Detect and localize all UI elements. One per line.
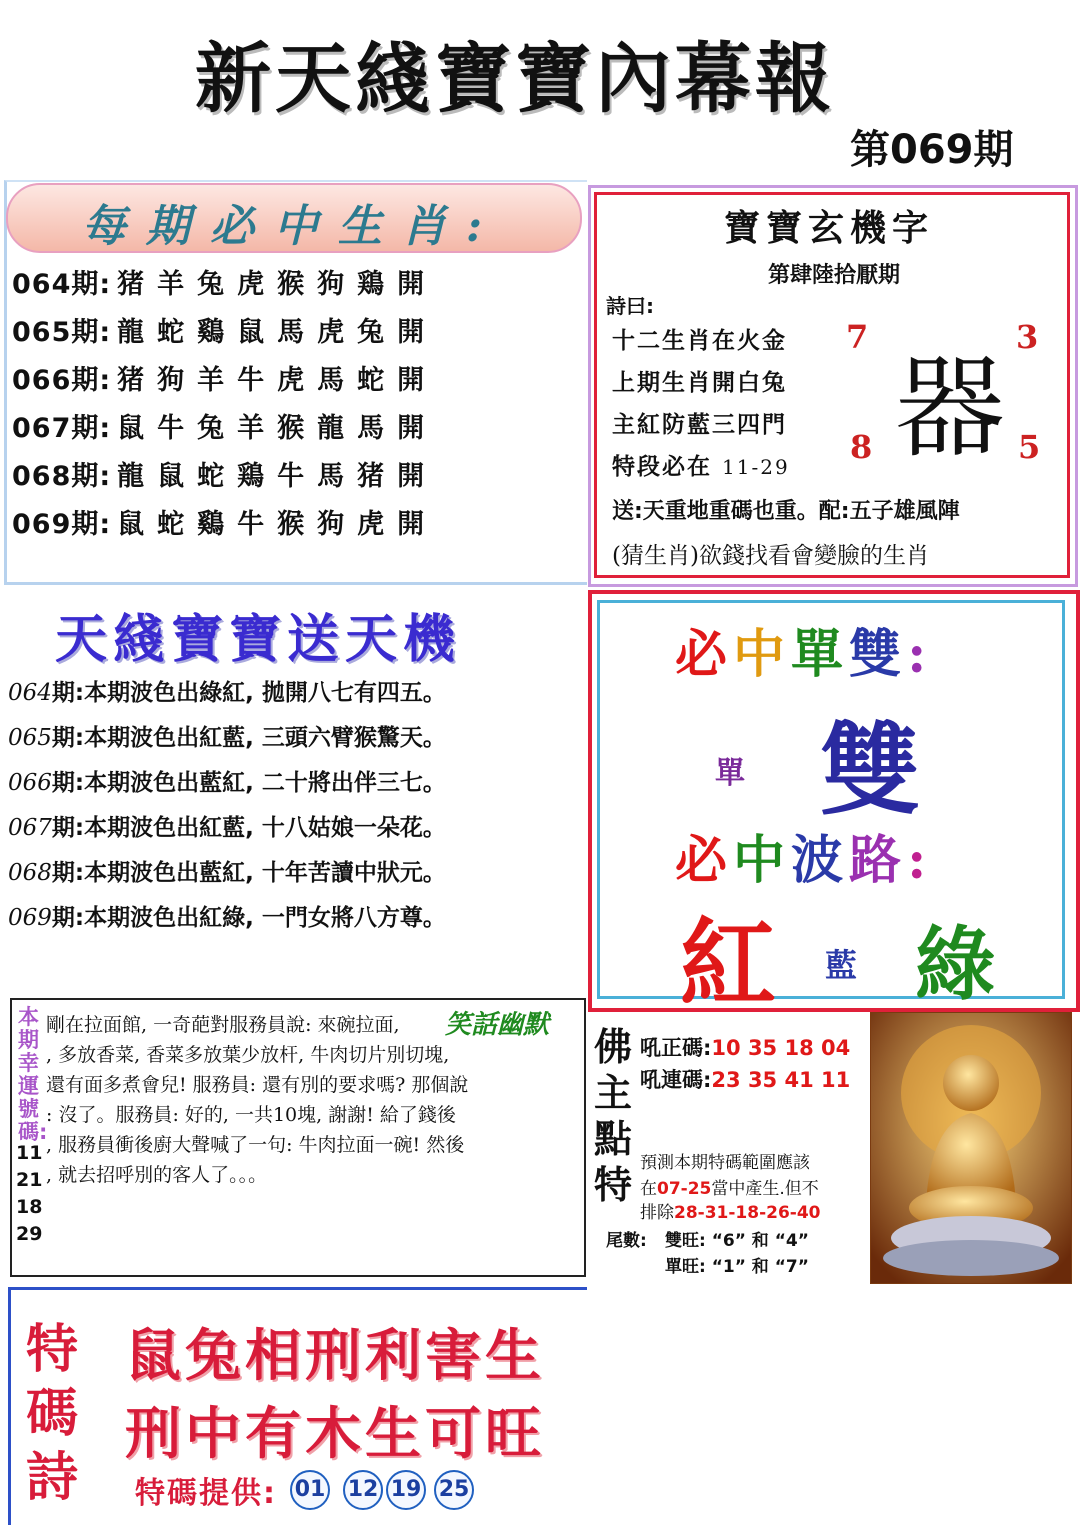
zodiac-animal: 狗 (157, 365, 186, 396)
joke-line: , 就去招呼別的客人了。。。 (46, 1164, 268, 1186)
main-code-line (640, 1032, 850, 1062)
tip-row (8, 719, 446, 752)
tip-period: 068 (8, 860, 52, 886)
zodiac-animal: 牛 (237, 365, 266, 396)
tip-text: 期:本期波色出綠紅, 拋開八七有四五。 (51, 680, 446, 706)
joke-tag: 笑話幽默 (445, 1010, 550, 1040)
buddha-title: 佛主點特 (594, 1024, 633, 1207)
lucky-numbers (16, 1140, 43, 1248)
lucky-number: 18 (16, 1196, 43, 1218)
issue-number: 第069期 (850, 127, 1014, 173)
zodiac-animal: 蛇 (357, 365, 386, 396)
zodiac-animal: 鼠 (237, 317, 266, 348)
zodiac-animal: 開 (397, 317, 426, 348)
tip-period: 069 (8, 905, 52, 931)
zodiac-animal: 狗 (317, 509, 346, 540)
zodiac-animal: 馬 (277, 317, 306, 348)
riddle-subtitle: 第肆陸拾厭期 (767, 263, 900, 288)
predict-line (640, 1174, 819, 1199)
joke-line: , 服務員衝後廚大聲喊了一句: 牛肉拉面一碗! 然後 (46, 1134, 465, 1156)
poem-line: 鼠兔相刑利害生 (125, 1323, 545, 1389)
poem-side-title: 特碼詩 (26, 1319, 79, 1508)
number-ball: 12 (343, 1470, 383, 1510)
riddle-guess: (猜生肖)欲錢找看會變臉的生肖 (612, 543, 929, 569)
tip-row (8, 809, 446, 842)
tip-text: 期:本期波色出藍紅, 二十將出伴三七。 (51, 770, 446, 796)
number-ball: 19 (386, 1470, 426, 1510)
zodiac-animal: 蛇 (157, 317, 186, 348)
oe-h2-c4: 路 (849, 830, 908, 891)
zodiac-animal: 鷄 (197, 509, 226, 540)
zodiac-animal: 開 (397, 365, 426, 396)
tip-period: 067 (8, 815, 52, 841)
zodiac-animal: 牛 (157, 413, 186, 444)
zodiac-animal: 羊 (237, 413, 266, 444)
tip-period: 066 (8, 770, 52, 796)
zodiac-animal: 羊 (197, 365, 226, 396)
main-code-numbers: 10 35 18 04 (711, 1036, 851, 1060)
zodiac-animal: 馬 (317, 365, 346, 396)
oe-h2-c3: 波 (791, 830, 850, 891)
zodiac-period: 068期: (12, 461, 112, 492)
page-title: 新天綫寶寶內幕報 (195, 34, 835, 123)
tip-period: 065 (8, 725, 52, 751)
riddle-number: 7 (846, 318, 869, 356)
riddle-range: 11-29 (722, 455, 790, 479)
predict-line (640, 1198, 821, 1223)
oe-h1-c1: 必 (675, 624, 734, 685)
joke-line: 還有面多煮會兒! 服務員: 還有別的要求嗎? 那個說 (46, 1074, 469, 1096)
zodiac-animal: 開 (397, 509, 426, 540)
tip-row (8, 764, 446, 797)
number-ball: 25 (434, 1470, 474, 1510)
riddle-title: 寶寶玄機字 (723, 207, 934, 249)
poem-line: 刑中有木生可旺 (125, 1401, 545, 1467)
zodiac-animal: 鼠 (117, 509, 146, 540)
joke-line: 剛在拉面館, 一奇葩對服務員說: 來碗拉面, (46, 1014, 400, 1036)
poem-intro: 詩曰: (606, 294, 654, 318)
number-ball: 01 (290, 1470, 330, 1510)
zodiac-animal: 猴 (277, 413, 306, 444)
zodiac-period: 065期: (12, 317, 112, 348)
zodiac-animal: 猪 (357, 461, 386, 492)
zodiac-animal: 虎 (237, 269, 266, 300)
predict-range: 07-25 (657, 1179, 712, 1199)
zodiac-animal: 兔 (357, 317, 386, 348)
zodiac-animal: 鷄 (197, 317, 226, 348)
riddle-line-text: 特段必在 (612, 454, 712, 480)
zodiac-animal: 兔 (197, 269, 226, 300)
zodiac-animal: 馬 (317, 461, 346, 492)
link-code-line (640, 1064, 850, 1094)
joke-line: : 沒了。服務員: 好的, 一共10塊, 謝謝! 給了錢後 (46, 1104, 456, 1126)
tip-row (8, 674, 446, 707)
zodiac-animal: 鼠 (157, 461, 186, 492)
riddle-number: 8 (850, 428, 873, 466)
tail-label: 尾數: (606, 1231, 647, 1251)
zodiac-animal: 龍 (117, 461, 146, 492)
lucky-number: 29 (16, 1223, 43, 1245)
oe-h1-c2: 中 (733, 624, 792, 685)
zodiac-row (12, 502, 431, 541)
zodiac-animal: 龍 (317, 413, 346, 444)
riddle-number: 3 (1016, 318, 1039, 356)
oe-h2-c2: 中 (733, 830, 792, 891)
zodiac-row (12, 454, 431, 493)
riddle-number: 5 (1018, 428, 1041, 466)
predict-line: 預測本期特碼範圍應該 (640, 1153, 810, 1173)
wave-heading (675, 818, 932, 893)
wave-blue: 藍 (825, 946, 858, 984)
zodiac-row (12, 262, 431, 301)
zodiac-animal: 鼠 (117, 413, 146, 444)
oe-h1-c3: 單 (791, 624, 850, 685)
zodiac-animal: 兔 (197, 413, 226, 444)
riddle-line: 上期生肖開白兔 (612, 370, 787, 396)
predict-text: 排除 (640, 1203, 674, 1223)
zodiac-animal: 羊 (157, 269, 186, 300)
zodiac-animal: 虎 (277, 365, 306, 396)
zodiac-animal: 虎 (317, 317, 346, 348)
wave-red: 紅 (680, 907, 776, 1020)
zodiac-animal: 猴 (277, 269, 306, 300)
buddha-image (870, 1012, 1072, 1284)
tip-text: 期:本期波色出紅藍, 三頭六臂猴驚天。 (51, 725, 446, 751)
zodiac-animal: 開 (397, 461, 426, 492)
zodiac-animal: 馬 (357, 413, 386, 444)
tip-text: 期:本期波色出藍紅, 十年苦讀中狀元。 (51, 860, 446, 886)
tips-heading: 天綫寶寶送天機 (55, 609, 462, 670)
main-code-label: 吼正碼: (640, 1036, 712, 1060)
zodiac-animal: 蛇 (157, 509, 186, 540)
odd-label: 單 (715, 756, 745, 791)
zodiac-row (12, 310, 431, 349)
zodiac-animal: 牛 (237, 509, 266, 540)
zodiac-animal: 猪 (117, 365, 146, 396)
zodiac-period: 064期: (12, 269, 112, 300)
zodiac-animal: 開 (397, 269, 426, 300)
oe-h2-c5: : (907, 830, 933, 891)
zodiac-period: 067期: (12, 413, 112, 444)
riddle-line: 十二生肖在火金 (612, 328, 787, 354)
even-label: 雙 (820, 711, 920, 829)
riddle-line: 主紅防藍三四門 (612, 412, 787, 438)
tail-even: 雙旺: “6” 和 “4” (665, 1231, 809, 1251)
oe-h1-c5: : (907, 624, 933, 685)
riddle-line (612, 448, 790, 481)
predict-exclude: 28-31-18-26-40 (674, 1203, 821, 1223)
tail-odd: 單旺: “1” 和 “7” (665, 1257, 809, 1277)
lucky-number: 11 (16, 1142, 43, 1164)
zodiac-animal: 猴 (277, 509, 306, 540)
lucky-number: 21 (16, 1169, 43, 1191)
provide-label: 特碼提供: (135, 1476, 277, 1511)
link-code-numbers: 23 35 41 11 (711, 1068, 851, 1092)
oe-h2-c1: 必 (675, 830, 734, 891)
zodiac-animal: 蛇 (197, 461, 226, 492)
zodiac-animal: 鶏 (357, 269, 386, 300)
tip-row (8, 854, 446, 887)
tip-text: 期:本期波色出紅綠, 一門女將八方尊。 (51, 905, 446, 931)
zodiac-animal: 虎 (357, 509, 386, 540)
lucky-numbers-label: 本期幸運號碼: (18, 1005, 48, 1144)
zodiac-row (12, 406, 431, 445)
zodiac-period: 066期: (12, 365, 112, 396)
zodiac-heading: 每期必中生肖: (81, 201, 503, 252)
zodiac-period: 069期: (12, 509, 112, 540)
zodiac-animal: 龍 (117, 317, 146, 348)
predict-text: 在 (640, 1179, 657, 1199)
riddle-character: 器 (895, 344, 1005, 472)
zodiac-animal: 狗 (317, 269, 346, 300)
oe-h1-c4: 雙 (849, 624, 908, 685)
zodiac-animal: 牛 (277, 461, 306, 492)
tip-text: 期:本期波色出紅藍, 十八姑娘一朵花。 (51, 815, 446, 841)
predict-text: 當中產生.但不 (711, 1179, 819, 1199)
wave-green: 綠 (915, 917, 995, 1011)
tip-period: 064 (8, 680, 52, 706)
tip-row (8, 899, 446, 932)
joke-line: , 多放香菜, 香菜多放葉少放杆, 牛肉切片別切塊, (46, 1044, 450, 1066)
zodiac-animal: 鶏 (237, 461, 266, 492)
zodiac-row (12, 358, 431, 397)
oddeven-heading (675, 612, 932, 687)
zodiac-animal: 猪 (117, 269, 146, 300)
riddle-send: 送:天重地重碼也重。配:五子雄風陣 (612, 499, 960, 524)
zodiac-animal: 開 (397, 413, 426, 444)
link-code-label: 吼連碼: (640, 1068, 712, 1092)
